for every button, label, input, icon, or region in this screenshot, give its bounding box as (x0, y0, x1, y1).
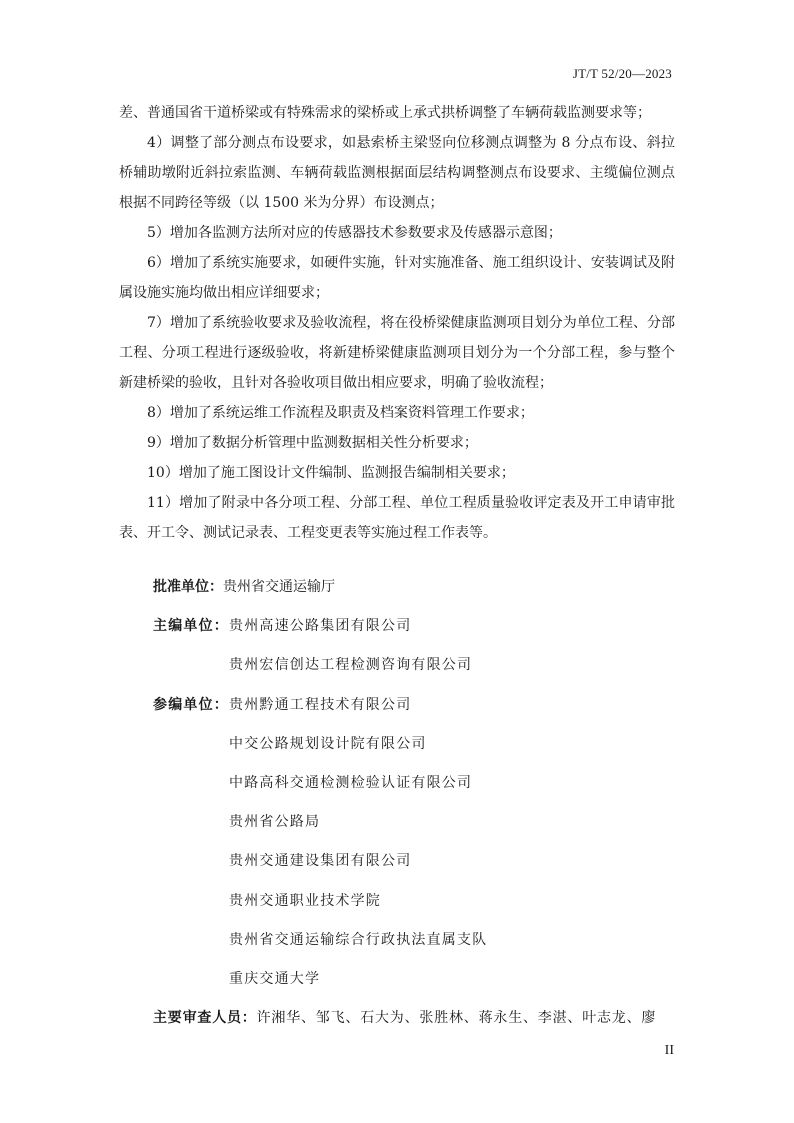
chief-unit-name: 贵州宏信创达工程检测咨询有限公司 (229, 657, 473, 674)
document-code: JT/T 52/20—2023 (572, 66, 672, 81)
participating-unit-name: 贵州黔通工程技术有限公司 (229, 696, 412, 713)
page-number: II (664, 1043, 674, 1058)
list-item: 4）调整了部分测点布设要求，如悬索桥主梁竖向位移测点调整为 8 分点布设、斜拉桥辅助墩附近斜拉索监测、车辆荷载监测根据面层结构调整测点布设要求、主缆偏位测点根据不同跨径等级（以 1500 米为分界）布设测点； (119, 135, 675, 211)
chief-reviewers-names: 许湘华、邹飞、石大为、张胜林、蒋永生、李湛、叶志龙、廖 (256, 1010, 657, 1027)
chief-unit-name: 贵州高速公路集团有限公司 (229, 618, 412, 635)
continuation-text: 差、普通国省干道桥梁或有特殊需求的梁桥或上承式拱桥调整了车辆荷载监测要求等； (119, 105, 651, 121)
list-item: 10）增加了施工图设计文件编制、监测报告编制相关要求； (147, 465, 515, 481)
list-item: 8）增加了系统运维工作流程及职责及档案资料管理工作要求； (147, 405, 534, 421)
participating-unit-name: 重庆交通大学 (229, 970, 321, 987)
approving-unit-label: 批准单位： (153, 579, 223, 595)
revision-notes (119, 98, 675, 548)
participating-unit-name: 贵州省公路局 (229, 814, 321, 831)
participating-unit (153, 695, 683, 715)
chief-unit-label: 主编单位： (153, 618, 229, 635)
participating-unit-name: 中路高科交通检测检验认证有限公司 (229, 774, 473, 791)
participating-unit-name: 贵州省交通运输综合行政执法直属支队 (229, 931, 488, 948)
chief-reviewers (153, 1008, 683, 1028)
drafting-units (153, 577, 683, 1047)
list-item: 6）增加了系统实施要求，如硬件实施，针对实施准备、施工组织设计、安装调试及附属设施实施均做出相应详细要求； (119, 255, 675, 301)
chief-reviewers-label: 主要审查人员： (153, 1010, 257, 1027)
approving-unit (153, 577, 683, 597)
list-item: 11）增加了附录中各分项工程、分部工程、单位工程质量验收评定表及开工申请审批表、开工令、测试记录表、工程变更表等实施过程工作表等。 (119, 495, 675, 541)
chief-unit (153, 616, 683, 636)
participating-unit-name: 贵州交通职业技术学院 (229, 892, 381, 909)
list-item: 9）增加了数据分析管理中监测数据相关性分析要求； (147, 435, 478, 451)
list-item: 5）增加各监测方法所对应的传感器技术参数要求及传感器示意图； (147, 225, 562, 241)
participating-unit-name: 中交公路规划设计院有限公司 (229, 735, 427, 752)
approving-unit-name: 贵州省交通运输厅 (223, 579, 335, 595)
participating-unit-label: 参编单位： (153, 696, 229, 713)
list-item: 7）增加了系统验收要求及验收流程，将在役桥梁健康监测项目划分为单位工程、分部工程、分项工程进行逐级验收，将新建桥梁健康监测项目划分为一个分部工程，参与整个新建桥梁的验收，且针对各验收项目做出相应要求，明确了验收流程； (119, 315, 675, 391)
participating-unit-name: 贵州交通建设集团有限公司 (229, 853, 412, 870)
